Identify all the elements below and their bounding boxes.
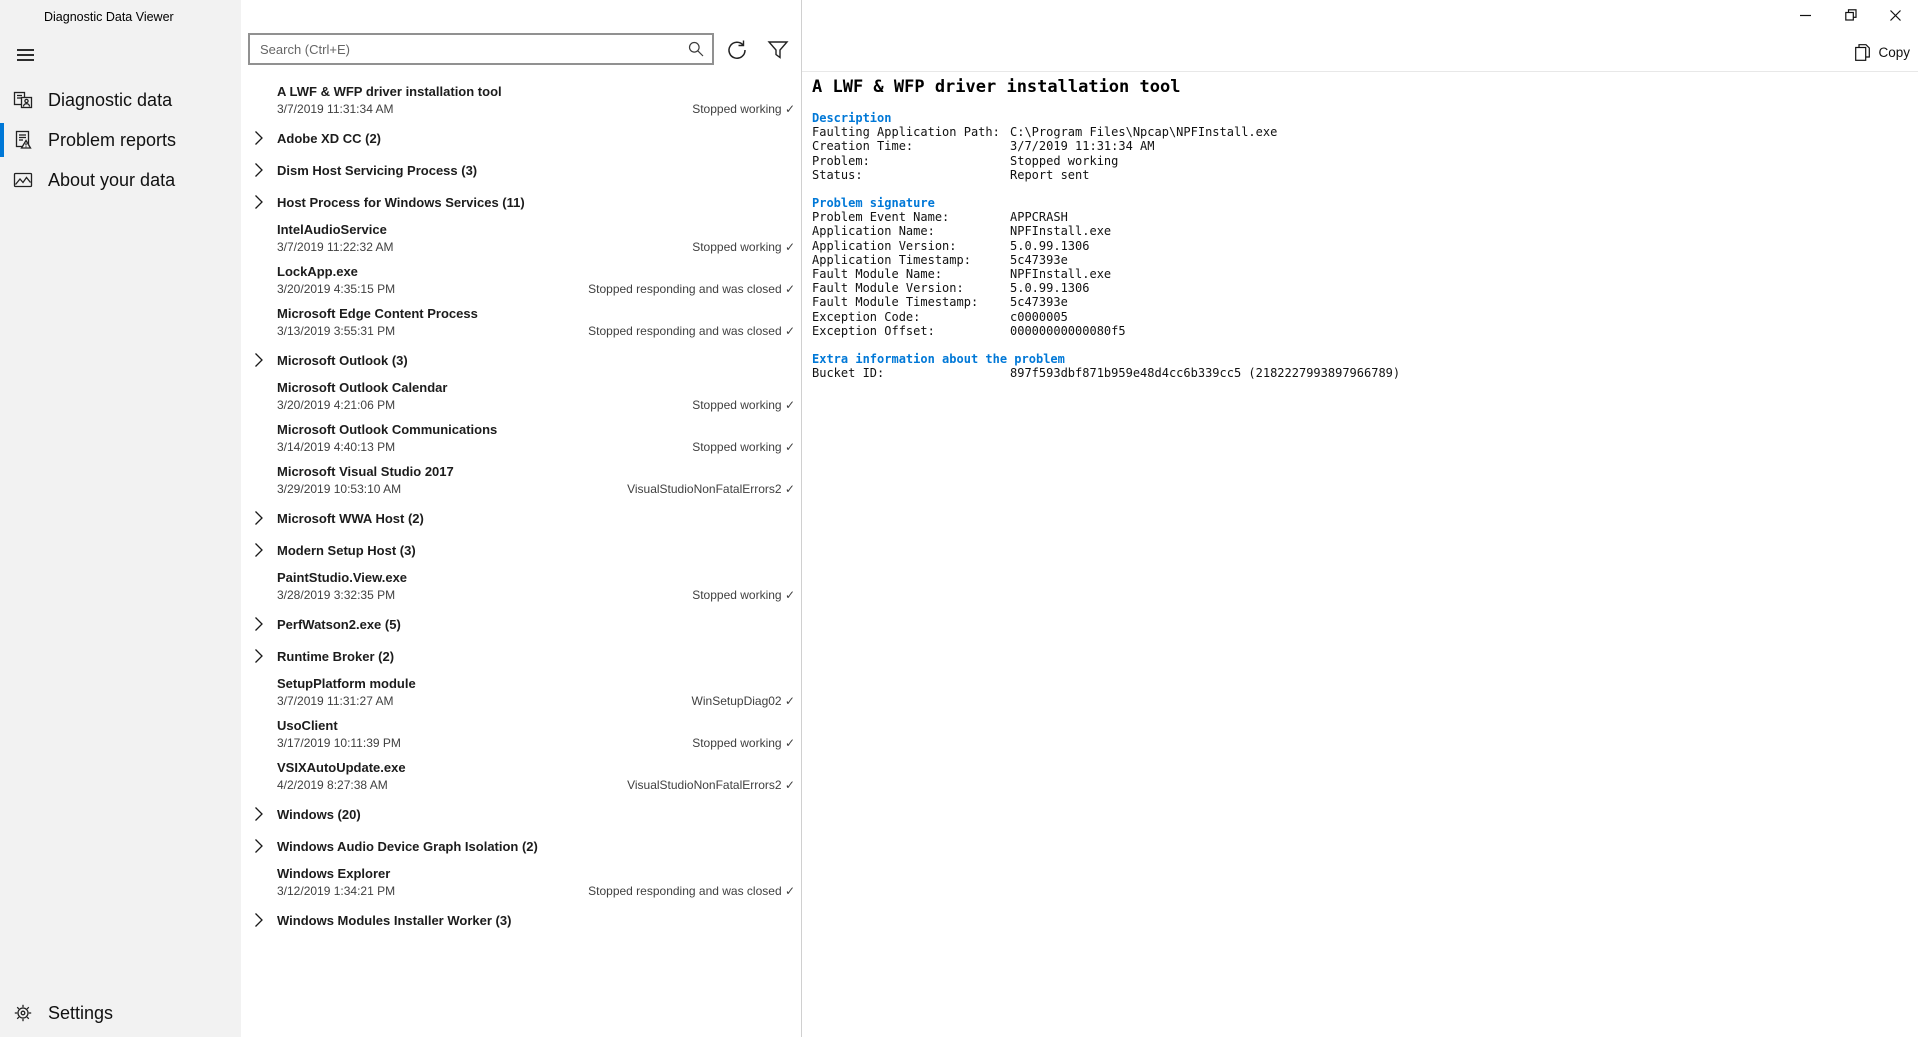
filter-icon [767,40,789,60]
report-entry-row[interactable] [241,218,801,260]
sidebar-nav [0,80,241,200]
group-name: Microsoft Outlook (3) [277,352,408,368]
chevron-right-icon [254,839,263,854]
detail-field [812,267,1908,281]
chevron-right-icon [254,131,263,146]
sidebar-item-label: Diagnostic data [48,89,173,110]
problem-report-list [241,80,801,936]
detail-field [812,310,1908,324]
detail-field [812,139,1908,153]
report-name: SetupPlatform module [277,676,416,691]
report-name: Microsoft Edge Content Process [277,306,478,321]
report-entry-row[interactable] [241,302,801,344]
detail-field [812,239,1908,253]
report-status: WinSetupDiag02 ✓ [691,694,795,708]
group-name: Host Process for Windows Services (11) [277,194,525,210]
app-title: Diagnostic Data Viewer [44,10,174,24]
chevron-right-icon [254,617,263,632]
group-name: Modern Setup Host (3) [277,542,416,558]
report-entry-row[interactable] [241,756,801,798]
chevron-right-icon [254,807,263,822]
group-name: Dism Host Servicing Process (3) [277,162,478,178]
report-group-row[interactable] [241,186,801,218]
detail-field-key: Bucket ID: [812,366,885,381]
report-status: VisualStudioNonFatalErrors2 ✓ [627,778,795,792]
detail-section-header: Extra information about the problem [812,352,1065,367]
chevron-right-icon [254,543,263,558]
detail-field-key: Application Name: [812,224,935,239]
hamburger-icon [17,48,34,62]
refresh-button[interactable] [721,36,753,64]
minimize-button[interactable] [1783,0,1828,30]
report-entry-row[interactable] [241,672,801,714]
detail-field-key: Fault Module Name: [812,267,943,282]
report-group-row[interactable] [241,830,801,862]
report-entry-row[interactable] [241,376,801,418]
copy-button[interactable] [1855,40,1910,64]
restore-icon [1845,9,1857,21]
detail-field-key: Status: [812,167,863,182]
detail-section-header: Description [812,111,892,125]
detail-field-key: Application Timestamp: [812,252,971,267]
report-name: PaintStudio.View.exe [277,570,408,585]
detail-field-key: Problem Event Name: [812,210,950,225]
restore-button[interactable] [1828,0,1873,30]
chevron-right-icon [254,511,263,526]
report-date: 3/13/2019 3:55:31 PM [277,324,396,338]
detail-section [812,111,1908,182]
detail-field-value: Stopped working [1010,153,1119,168]
report-date: 3/20/2019 4:21:06 PM [277,398,396,412]
report-group-row[interactable] [241,608,801,640]
detail-field [812,295,1908,309]
report-status: VisualStudioNonFatalErrors2 ✓ [627,482,795,496]
sidebar [0,0,241,1037]
group-name: Windows (20) [277,806,361,822]
report-name: UsoClient [277,718,338,733]
chevron-right-icon [254,163,263,178]
report-group-row[interactable] [241,534,801,566]
report-name: VSIXAutoUpdate.exe [277,760,406,775]
window-controls [1783,0,1918,30]
problem-reports-icon [13,130,33,150]
report-entry-row[interactable] [241,80,801,122]
report-date: 3/14/2019 4:40:13 PM [277,440,396,454]
report-group-row[interactable] [241,798,801,830]
detail-section [812,352,1908,380]
report-date: 3/28/2019 3:32:35 PM [277,588,396,602]
report-date: 4/2/2019 8:27:38 AM [277,778,388,792]
refresh-icon [726,39,748,61]
search-input[interactable] [250,42,688,57]
report-status: Stopped working ✓ [692,440,795,454]
about-your-data-icon [13,170,33,190]
diagnostic-data-icon [13,90,33,110]
detail-field-value: APPCRASH [1010,210,1068,225]
detail-field-value: 5.0.99.1306 [1010,238,1090,253]
detail-field-key: Fault Module Version: [812,281,964,296]
report-group-row[interactable] [241,640,801,672]
detail-field [812,168,1908,182]
report-name: IntelAudioService [277,222,387,237]
sidebar-item-diagnostic-data[interactable] [0,80,241,120]
report-detail-sections [812,111,1908,380]
report-status: Stopped responding and was closed ✓ [588,884,795,898]
detail-field-key: Fault Module Timestamp: [812,295,979,310]
detail-field [812,366,1908,380]
search-box [248,33,714,65]
detail-field [812,253,1908,267]
detail-field-value: 5.0.99.1306 [1010,281,1090,296]
group-name: PerfWatson2.exe (5) [277,616,401,632]
report-status: Stopped responding and was closed ✓ [588,324,795,338]
report-entry-row[interactable] [241,714,801,756]
detail-field-value: 3/7/2019 11:31:34 AM [1010,139,1155,154]
chevron-right-icon [254,649,263,664]
group-name: Windows Audio Device Graph Isolation (2) [277,838,538,854]
report-group-row[interactable] [241,502,801,534]
detail-field [812,224,1908,238]
detail-field [812,324,1908,338]
sidebar-item-label: About your data [48,169,176,190]
report-detail-title: A LWF & WFP driver installation tool [812,77,1181,97]
detail-field-value: 00000000000080f5 [1010,323,1126,338]
close-icon [1890,10,1901,21]
detail-field-value: NPFInstall.exe [1010,224,1112,239]
search-icon [688,41,704,57]
detail-field-value: c0000005 [1010,309,1068,324]
group-name: Windows Modules Installer Worker (3) [277,912,512,928]
report-status: Stopped responding and was closed ✓ [588,282,795,296]
report-date: 3/12/2019 1:34:21 PM [277,884,396,898]
close-button[interactable] [1873,0,1918,30]
group-name: Runtime Broker (2) [277,648,395,664]
report-group-row[interactable] [241,344,801,376]
detail-field-value: Report sent [1010,167,1090,182]
report-status: Stopped working ✓ [692,398,795,412]
hamburger-menu-button[interactable] [8,42,42,68]
report-date: 3/29/2019 10:53:10 AM [277,482,402,496]
copy-button-label: Copy [1878,44,1910,60]
chevron-right-icon [254,195,263,210]
report-entry-row[interactable] [241,260,801,302]
detail-section-header: Problem signature [812,196,935,211]
detail-field-value: C:\Program Files\Npcap\NPFInstall.exe [1010,125,1278,140]
detail-field-value: 5c47393e [1010,252,1068,267]
report-status: Stopped working ✓ [692,240,795,254]
detail-field [812,154,1908,168]
report-date: 3/7/2019 11:31:27 AM [277,694,394,708]
detail-header-divider [802,71,1918,72]
report-status: Stopped working ✓ [692,736,795,750]
sidebar-item-label: Problem reports [48,129,177,150]
detail-field-value: 5c47393e [1010,295,1068,310]
report-group-row[interactable] [241,122,801,154]
report-list-panel [241,0,802,1037]
report-entry-row[interactable] [241,460,801,502]
detail-field [812,210,1908,224]
report-date: 3/7/2019 11:31:34 AM [277,102,394,116]
group-name: Microsoft WWA Host (2) [277,510,424,526]
detail-field-key: Creation Time: [812,139,914,154]
detail-field-key: Application Version: [812,238,957,253]
report-detail-panel [802,0,1918,1037]
detail-section [812,196,1908,338]
report-name: A LWF & WFP driver installation tool [277,84,502,99]
report-name: LockApp.exe [277,264,358,279]
copy-icon [1855,44,1870,61]
report-name: Windows Explorer [277,866,391,881]
report-group-row[interactable] [241,904,801,936]
detail-field-value: NPFInstall.exe [1010,267,1112,282]
report-group-row[interactable] [241,154,801,186]
filter-button[interactable] [762,36,794,64]
report-date: 3/20/2019 4:35:15 PM [277,282,396,296]
report-status: Stopped working ✓ [692,102,795,116]
report-date: 3/17/2019 10:11:39 PM [277,736,401,750]
sidebar-item-problem-reports[interactable] [0,120,241,160]
detail-field-value: 897f593dbf871b959e48d4cc6b339cc5 (2182227993897966789) [1010,366,1401,381]
detail-field-key: Exception Offset: [812,323,935,338]
report-entry-row[interactable] [241,862,801,904]
chevron-right-icon [254,913,263,928]
chevron-right-icon [254,353,263,368]
report-entry-row[interactable] [241,566,801,608]
detail-field [812,125,1908,139]
detail-field-key: Faulting Application Path: [812,125,1000,140]
report-name: Microsoft Visual Studio 2017 [277,464,454,479]
minimize-icon [1800,10,1811,21]
report-name: Microsoft Outlook Calendar [277,380,448,395]
report-status: Stopped working ✓ [692,588,795,602]
sidebar-item-label: Settings [48,1002,114,1023]
group-name: Adobe XD CC (2) [277,130,381,146]
report-date: 3/7/2019 11:22:32 AM [277,240,394,254]
detail-field [812,281,1908,295]
detail-field-key: Problem: [812,153,870,168]
report-name: Microsoft Outlook Communications [277,422,498,437]
report-detail [812,77,1908,394]
report-entry-row[interactable] [241,418,801,460]
gear-icon [13,1003,33,1023]
sidebar-item-settings[interactable] [0,993,241,1033]
detail-field-key: Exception Code: [812,309,921,324]
sidebar-item-about-your-data[interactable] [0,160,241,200]
